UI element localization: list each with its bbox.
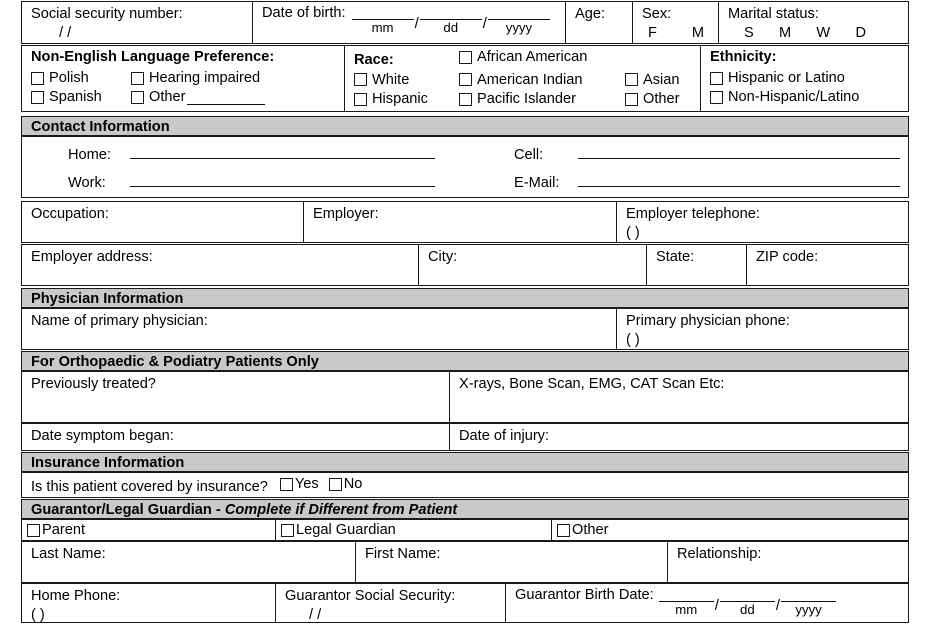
occupation-cell[interactable] [22,202,303,242]
guarantor-relationship-label: Relationship: [677,546,762,562]
sex-option-m[interactable]: M [691,24,704,41]
dob-yyyy-label: yyyy [505,20,533,35]
home-phone-label: Home: [68,147,111,164]
checkbox-asian[interactable] [625,73,638,86]
previously-treated-cell[interactable] [22,372,449,422]
imaging-cell[interactable] [449,372,908,422]
guarantor-relation-legal-guardian-cell[interactable] [275,520,551,540]
insurance-information-header [21,452,909,472]
dob-fields[interactable] [352,4,550,38]
guarantor-birth-slash-2: / [775,597,781,614]
guarantor-birth-dd-label: dd [740,602,755,617]
contact-fields-block [21,136,909,198]
work-phone-line[interactable] [130,172,435,186]
checkbox-polish[interactable] [31,72,44,85]
primary-physician-name-label: Name of primary physician: [31,313,208,329]
employer-telephone-cell[interactable] [616,202,908,242]
insurance-question-label: Is this patient covered by insurance? [31,478,268,495]
primary-physician-name-cell[interactable] [22,309,616,349]
state-label: State: [656,249,695,265]
date-symptom-began-label: Date symptom began: [31,428,174,444]
race-option-white[interactable] [354,71,459,90]
checkbox-non-hispanic-latino[interactable] [710,91,723,104]
guarantor-home-phone-label: Home Phone: [31,588,121,604]
checkbox-african-american[interactable] [459,51,472,64]
ethnicity-option-hispanic-or-latino-label: Hispanic or Latino [728,69,845,86]
contact-right-column [466,137,908,197]
cell-phone-label: Cell: [514,147,544,164]
ethnicity-option-non-hispanic-latino-label: Non-Hispanic/Latino [728,89,860,106]
previously-treated-label: Previously treated? [31,376,156,392]
sex-label: Sex: [642,6,672,22]
ssn-cell[interactable] [22,2,252,43]
guarantor-birth-slash-1: / [714,597,719,614]
race-option-african-american[interactable] [459,48,587,67]
age-cell[interactable] [565,2,632,43]
contact-left-column [22,137,466,197]
demographics-row [21,1,909,44]
race-option-pacific-islander-label: Pacific Islander [477,91,576,108]
guarantor-last-name-label: Last Name: [31,546,106,562]
dob-dd-line[interactable] [420,4,482,20]
insurance-option-no[interactable] [329,475,363,494]
guarantor-relation-other-cell[interactable] [551,520,908,540]
work-phone-field[interactable] [22,172,466,192]
checkbox-guarantor-other[interactable] [557,524,570,537]
home-phone-field[interactable] [22,145,466,165]
checkbox-white[interactable] [354,73,367,86]
language-option-other[interactable] [131,88,265,107]
ethnicity-option-non-hispanic-latino[interactable] [710,88,859,107]
language-race-ethnicity-row [21,45,909,112]
physician-information-header-label: Physician Information [31,291,184,307]
employer-label: Employer: [313,206,379,222]
guarantor-ssn-separators: / / [309,606,322,623]
marital-option-w[interactable]: W [816,24,831,41]
dob-slash-2: / [482,15,487,32]
race-option-african-american-label: African American [477,49,588,65]
dob-yyyy-line[interactable] [488,4,550,20]
marital-cell[interactable] [718,2,908,43]
primary-physician-phone-cell[interactable] [616,309,908,349]
language-preference-label: Non-English Language Preference: [31,49,275,65]
email-label: E-Mail: [514,174,560,191]
checkbox-hispanic-race[interactable] [354,93,367,106]
language-option-polish[interactable] [31,69,131,88]
checkbox-insurance-yes[interactable] [280,478,293,491]
state-cell[interactable] [646,245,746,285]
guarantor-section-header [21,499,909,519]
checkbox-language-other[interactable] [131,91,144,104]
race-option-american-indian-label: American Indian [477,71,583,88]
race-option-asian-label: Asian [643,71,680,88]
language-option-spanish[interactable] [31,88,131,107]
language-preference-cell[interactable] [22,46,344,111]
race-option-white-label: White [372,71,410,88]
guarantor-first-name-label: First Name: [365,546,441,562]
employer-address-label: Employer address: [31,249,153,265]
marital-option-m[interactable]: M [778,24,792,41]
dob-cell[interactable] [252,2,565,43]
imaging-label: X-rays, Bone Scan, EMG, CAT Scan Etc: [459,376,725,392]
guarantor-option-parent[interactable] [27,521,85,540]
date-symptom-began-cell[interactable] [22,424,449,450]
race-option-hispanic-label: Hispanic [372,91,428,108]
primary-physician-phone-paren: ( ) [626,331,640,348]
dob-mm-line[interactable] [352,4,414,20]
guarantor-option-other[interactable] [557,521,609,540]
cell-phone-field[interactable] [466,145,908,165]
ssn-separators: / / [59,24,72,41]
race-option-american-indian[interactable] [459,71,625,90]
physician-row [21,308,909,350]
guarantor-birth-yyyy-label: yyyy [795,602,822,617]
checkbox-race-other[interactable] [625,93,638,106]
orthopaedic-dates-row [21,423,909,451]
race-option-other[interactable] [625,90,680,109]
guarantor-birth-date-label: Guarantor Birth Date: [515,587,654,603]
guarantor-home-phone-cell[interactable] [22,584,275,622]
employer-cell[interactable] [303,202,616,242]
checkbox-parent[interactable] [27,524,40,537]
checkbox-hearing-impaired[interactable] [131,72,144,85]
guarantor-first-name-cell[interactable] [355,542,667,582]
guarantor-birth-yyyy-line[interactable] [781,586,836,602]
guarantor-section-header-italic: Complete if Different from Patient [224,502,458,518]
marital-label: Marital status: [728,6,819,22]
work-phone-label: Work: [68,174,106,191]
checkbox-legal-guardian[interactable] [281,524,294,537]
guarantor-relation-row [21,519,909,541]
ethnicity-label: Ethnicity: [710,49,777,65]
guarantor-birth-dd-line[interactable] [720,586,775,602]
contact-information-header-label: Contact Information [31,119,170,135]
language-option-polish-label: Polish [49,69,89,86]
city-label: City: [428,249,458,265]
age-label: Age: [575,6,606,22]
guarantor-option-other-label: Other [572,522,609,538]
guarantor-ssn-label: Guarantor Social Security: [285,588,456,604]
ssn-label: Social security number: [31,6,183,22]
language-option-spanish-label: Spanish [49,89,102,106]
email-field[interactable] [466,172,908,192]
race-option-other-label: Other [643,91,680,108]
race-cell[interactable] [344,46,700,111]
race-label: Race: [354,51,394,68]
marital-option-d[interactable]: D [855,24,866,41]
dob-label: Date of birth: [262,5,346,21]
guarantor-relation-parent-cell[interactable] [22,520,275,540]
ethnicity-option-hispanic-or-latino[interactable] [710,69,845,88]
sex-option-f[interactable]: F [648,24,657,41]
guarantor-ssn-cell[interactable] [275,584,505,622]
guarantor-birth-mm-label: mm [675,602,698,617]
guarantor-option-parent-label: Parent [42,522,85,538]
language-option-hearing-impaired-label: Hearing impaired [149,69,261,86]
checkbox-insurance-no[interactable] [329,478,342,491]
marital-option-s[interactable]: S [744,24,754,41]
physician-information-header [21,288,909,308]
employment-row [21,201,909,243]
guarantor-birth-date-cell[interactable] [505,584,908,622]
checkbox-american-indian[interactable] [459,73,472,86]
guarantor-section-header-bold: Guarantor/Legal Guardian - [31,502,225,518]
insurance-option-no-label: No [343,476,363,492]
insurance-option-yes-label: Yes [294,476,319,492]
date-of-injury-cell[interactable] [449,424,908,450]
guarantor-birth-date-fields[interactable] [659,586,836,620]
guarantor-contact-row [21,583,909,623]
checkbox-spanish[interactable] [31,91,44,104]
date-of-injury-label: Date of injury: [459,428,550,444]
orthopaedic-treatment-row [21,371,909,423]
zip-label: ZIP code: [756,249,819,265]
insurance-option-yes[interactable] [280,475,319,494]
orthopaedic-section-header-label: For Orthopaedic & Podiatry Patients Only [31,354,319,370]
guarantor-last-name-cell[interactable] [22,542,355,582]
dob-dd-label: dd [443,20,459,35]
checkbox-hispanic-or-latino[interactable] [710,72,723,85]
orthopaedic-section-header [21,351,909,371]
dob-slash-1: / [414,15,419,32]
guarantor-relationship-cell[interactable] [667,542,908,582]
language-option-hearing-impaired[interactable] [131,69,260,88]
guarantor-name-row [21,541,909,583]
checkbox-pacific-islander[interactable] [459,93,472,106]
contact-information-header [21,116,909,136]
city-cell[interactable] [418,245,646,285]
guarantor-option-legal-guardian[interactable] [281,521,396,540]
ethnicity-cell[interactable] [700,46,908,111]
employer-address-row [21,244,909,286]
race-option-asian[interactable] [625,71,680,90]
occupation-label: Occupation: [31,206,109,222]
insurance-coverage-cell[interactable] [22,473,908,497]
guarantor-home-phone-paren: ( ) [31,606,45,623]
employer-telephone-label: Employer telephone: [626,206,760,222]
guarantor-option-legal-guardian-label: Legal Guardian [296,522,396,538]
dob-mm-label: mm [371,20,394,35]
zip-cell[interactable] [746,245,908,285]
race-option-hispanic[interactable] [354,90,459,109]
insurance-information-header-label: Insurance Information [31,455,185,471]
home-phone-line[interactable] [130,145,435,159]
primary-physician-phone-label: Primary physician phone: [626,313,790,329]
guarantor-birth-mm-line[interactable] [659,586,714,602]
race-option-pacific-islander[interactable] [459,90,625,109]
sex-cell[interactable] [632,2,718,43]
email-line[interactable] [578,172,900,186]
language-other-line[interactable] [187,90,265,104]
employer-telephone-paren: ( ) [626,224,640,241]
language-option-other-label: Other [149,89,186,106]
insurance-question-row [21,472,909,498]
cell-phone-line[interactable] [578,145,900,159]
employer-address-cell[interactable] [22,245,418,285]
